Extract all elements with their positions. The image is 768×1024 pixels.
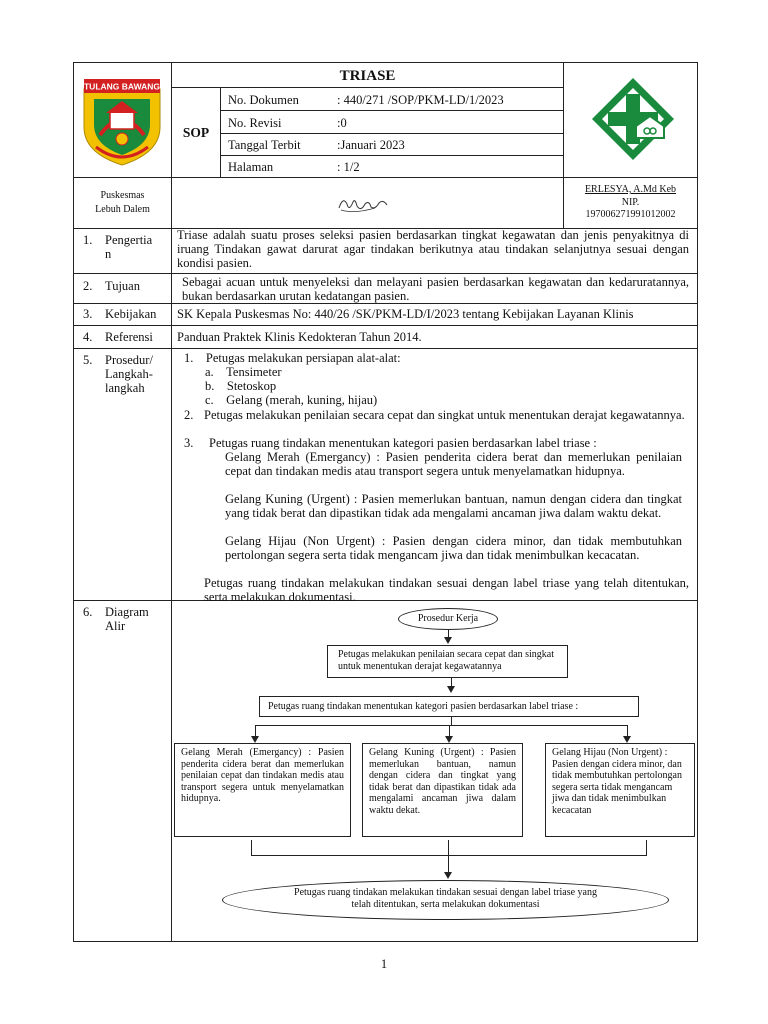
procedure-step-2: Petugas melakukan penilaian secara cepat dan singkat untuk menentukan derajat kegawatannya. xyxy=(204,408,685,422)
table-border xyxy=(73,325,698,326)
doc-number-label: No. Dokumen xyxy=(228,93,299,107)
section-number: 2. xyxy=(83,279,93,293)
table-col-divider xyxy=(171,62,172,942)
flow-green-band-box xyxy=(545,743,695,837)
policy-text: SK Kepala Puskesmas No: 440/26 /SK/PKM-LD/I/2023 tentang Kebijakan Layanan Klinis xyxy=(177,307,634,321)
reference-text: Panduan Praktek Klinis Kedokteran Tahun 2014. xyxy=(177,330,422,344)
table-border-bottom xyxy=(73,941,698,942)
signer-nip: 197006271991012002 xyxy=(585,209,676,220)
table-border xyxy=(73,303,698,304)
procedure-red-band: Gelang Merah (Emergancy) : Pasien penderita cidera berat dan memerlukan penilaian cepat dan tindakan medis atau transport segera untuk menyelamatkan hidupnya. xyxy=(225,450,682,478)
table-border-right xyxy=(697,62,698,942)
flow-connector xyxy=(448,840,449,873)
flow-assessment-box xyxy=(327,645,568,678)
procedure-step-3: 3. Petugas ruang tindakan menentukan kategori pasien berdasarkan label triase : xyxy=(184,436,597,450)
flow-arrow xyxy=(623,736,631,743)
section-label: Prosedur/ xyxy=(105,353,153,367)
flow-arrow xyxy=(444,872,452,879)
flow-arrow xyxy=(447,686,455,693)
table-border xyxy=(220,133,563,134)
revision-label: No. Revisi xyxy=(228,116,282,130)
logo-text: TULANG BAWANG xyxy=(83,81,161,92)
flow-arrow xyxy=(444,637,452,644)
flow-connector xyxy=(251,855,647,856)
flow-assessment-text: Petugas melakukan penilaian secara cepat dan singkat untuk menentukan derajat kegawatannya xyxy=(338,649,555,672)
procedure-step-1b: b. Stetoskop xyxy=(205,379,277,393)
section-label: langkah xyxy=(105,381,145,395)
table-border xyxy=(73,177,698,178)
org-line-1: Puskesmas xyxy=(100,190,145,201)
procedure-step-1a: a. Tensimeter xyxy=(205,365,282,379)
procedure-yellow-band: Gelang Kuning (Urgent) : Pasien memerlukan bantuan, namun dengan cidera dan tingkat yang tidak berat dan dipastikan tidak ada mengalami ancaman jiwa dalam waktu dekat. xyxy=(225,492,682,520)
purpose-text: Sebagai acuan untuk menyeleksi dan melayani pasien berdasarkan kegawatan dan kedaruratannya, bukan berdasarkan urutan kedatangan pasien. xyxy=(182,275,689,303)
table-border xyxy=(171,87,563,88)
flow-categorize-box xyxy=(259,696,639,717)
puskesmas-logo xyxy=(590,76,676,162)
section-number: 3. xyxy=(83,307,93,321)
flow-end-text: Petugas ruang tindakan melakukan tindakan sesuai dengan label triase yang telah ditentukan, serta melakukan dokumentasi xyxy=(294,887,597,910)
page-label: Halaman xyxy=(228,160,274,174)
signer-name: ERLESYA, A.Md Keb xyxy=(584,184,677,195)
sop-label: SOP xyxy=(182,125,210,140)
issue-date-label: Tanggal Terbit xyxy=(228,138,301,152)
signature xyxy=(335,194,395,216)
table-border xyxy=(220,155,563,156)
section-number: 1. xyxy=(83,233,93,247)
procedure-step-1c: c. Gelang (merah, kuning, hijau) xyxy=(205,393,378,407)
table-border-top xyxy=(73,62,698,63)
section-number: 4. xyxy=(83,330,93,344)
flow-start-node xyxy=(398,608,498,630)
flow-green-band-text: Gelang Hijau (Non Urgent) : Pasien dengan cidera minor, dan tidak membutuhkan pertolongan segera serta tidak mengancam jiwa dan tidak menimbulkan kecacatan xyxy=(552,747,682,816)
flow-end-node xyxy=(222,880,669,920)
flow-start-label: Prosedur Kerja xyxy=(417,613,479,624)
flow-connector xyxy=(251,840,252,855)
page-number: 1 xyxy=(380,957,388,971)
section-number: 6. xyxy=(83,605,93,619)
procedure-final-step: Petugas ruang tindakan melakukan tindakan sesuai dengan label triase yang telah ditentukan, serta melakukan dokumentasi. xyxy=(204,576,689,604)
section-number: 5. xyxy=(83,353,93,367)
revision-value: :0 xyxy=(337,116,347,130)
flow-arrow xyxy=(251,736,259,743)
table-border xyxy=(73,348,698,349)
procedure-step-1: 1. Petugas melakukan persiapan alat-alat: xyxy=(184,351,401,365)
flow-red-band-box xyxy=(174,743,351,837)
flow-arrow xyxy=(445,736,453,743)
section-label: Pengertia xyxy=(105,233,153,247)
tulang-bawang-logo xyxy=(80,75,164,167)
table-border xyxy=(220,110,563,111)
document-title: TRIASE xyxy=(339,68,396,84)
flow-connector xyxy=(255,725,627,726)
section-label: n xyxy=(105,247,112,261)
flow-connector xyxy=(451,717,452,725)
page-value: : 1/2 xyxy=(337,160,360,174)
procedure-green-band: Gelang Hijau (Non Urgent) : Pasien dengan cidera minor, dan tidak membutuhkan pertolongan segera serta tidak mengancam jiwa dan tidak menimbulkan kecacatan. xyxy=(225,534,682,562)
flow-red-band-text: Gelang Merah (Emergancy) : Pasien penderita cidera berat dan memerlukan penilaian cepat dan tindakan medis atau transport segera untuk menyelamatkan hidupnya. xyxy=(181,747,344,804)
org-line-2: Lebuh Dalem xyxy=(95,204,150,215)
table-col-divider xyxy=(220,87,221,177)
signer-nip-label: NIP. xyxy=(621,197,640,208)
section-label: Kebijakan xyxy=(105,307,157,321)
section-label: Langkah- xyxy=(105,367,153,381)
section-label: Alir xyxy=(105,619,126,633)
issue-date-value: :Januari 2023 xyxy=(337,138,405,152)
flow-yellow-band-text: Gelang Kuning (Urgent) : Pasien memerlukan bantuan, namun dengan cidera dan tingkat yang tidak berat dan dipastikan tidak ada mengalami ancaman jiwa dalam waktu dekat. xyxy=(369,747,516,816)
flow-connector xyxy=(646,840,647,855)
section-label: Referensi xyxy=(105,330,153,344)
definition-text: Triase adalah suatu proses seleksi pasien berdasarkan tingkat kegawatan dan jenis penyakitnya di iruang Tindakan gawat darurat agar tindakan berikutnya atau tindakan selanjutnya sesuai dengan kondisi pasien. xyxy=(177,228,689,270)
section-label: Diagram xyxy=(105,605,149,619)
procedure-step-2-number: 2. xyxy=(184,408,194,422)
flow-categorize-text: Petugas ruang tindakan menentukan kategori pasien berdasarkan label triase : xyxy=(268,701,579,712)
table-border xyxy=(73,273,698,274)
flow-yellow-band-box xyxy=(362,743,523,837)
section-label: Tujuan xyxy=(105,279,140,293)
doc-number-value: : 440/271 /SOP/PKM-LD/1/2023 xyxy=(337,93,504,107)
